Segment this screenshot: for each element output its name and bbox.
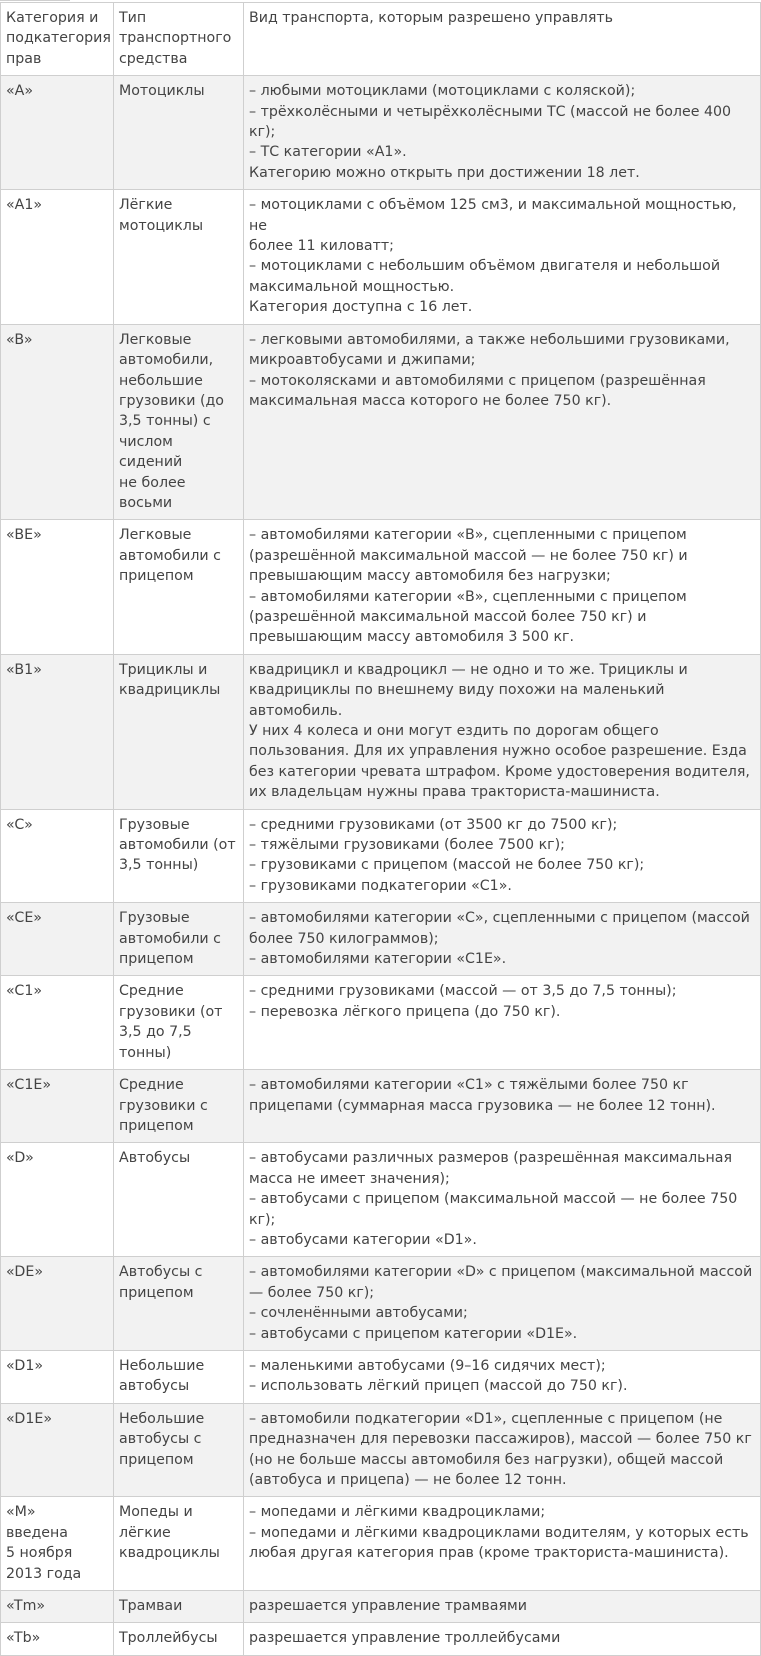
vehicle-type-cell	[114, 1143, 244, 1257]
vehicle-type-line: прицепом	[119, 1117, 194, 1134]
category-line: «C1»	[6, 983, 43, 1000]
permitted-line: (но не больше массы автомобиля без нагрузки), общей массой	[249, 1451, 724, 1468]
category-line: введена	[6, 1524, 68, 1541]
vehicle-type-line: автомобили с	[119, 547, 221, 564]
permitted-line: – легковыми автомобилями, а также небольшими грузовиками,	[249, 331, 730, 348]
category-cell	[1, 520, 114, 654]
vehicle-type-line: небольшие	[119, 372, 203, 389]
header-category-line: Категория и	[6, 10, 99, 26]
permitted-line: – средними грузовиками (от 3500 кг до 7500 кг);	[249, 816, 618, 833]
vehicle-type-cell	[114, 654, 244, 809]
vehicle-type-line: Мопеды и	[119, 1504, 193, 1521]
vehicle-type-cell	[114, 76, 244, 190]
vehicle-type-cell	[114, 976, 244, 1070]
category-line: «Tb»	[6, 1630, 41, 1647]
permitted-line: – автобусами различных размеров (разрешённая максимальная	[249, 1150, 733, 1167]
permitted-line: – автобусами с прицепом категории «D1E».	[249, 1325, 578, 1342]
vehicle-type-cell	[114, 1350, 244, 1403]
category-line: «D»	[6, 1150, 34, 1167]
vehicle-type-cell	[114, 324, 244, 520]
category-cell	[1, 1257, 114, 1351]
category-cell	[1, 809, 114, 903]
permitted-line: пользования. Для их управления нужно особое разрешение. Езда	[249, 743, 747, 760]
category-line: «C»	[6, 816, 33, 833]
category-cell	[1, 1070, 114, 1143]
permitted-line: (разрешённой максимальной массой более 750 кг) и	[249, 608, 647, 625]
vehicle-type-line: лёгкие	[119, 1524, 171, 1541]
permitted-transport-cell	[244, 1403, 761, 1497]
table-body	[1, 3, 761, 1656]
permitted-transport-cell	[244, 1623, 761, 1655]
category-line: «B»	[6, 331, 33, 348]
header-vehicle-type	[114, 3, 244, 76]
vehicle-type-line: Небольшие	[119, 1357, 205, 1374]
category-line: 5 ноября	[6, 1545, 73, 1562]
permitted-transport-cell	[244, 1143, 761, 1257]
permitted-line: прицепами (суммарная масса грузовика — не более 12 тонн).	[249, 1097, 716, 1114]
permitted-line: кг);	[249, 1211, 276, 1228]
permitted-transport-cell	[244, 976, 761, 1070]
table-header-row	[1, 3, 761, 76]
permitted-line: — более 750 кг);	[249, 1284, 375, 1301]
category-line: «CE»	[6, 910, 42, 927]
permitted-line: – сочленёнными автобусами;	[249, 1305, 468, 1322]
vehicle-type-line: автомобили с	[119, 930, 221, 947]
permitted-line: – любыми мотоциклами (мотоциклами с коляской);	[249, 83, 636, 100]
category-cell	[1, 1497, 114, 1591]
permitted-transport-cell	[244, 520, 761, 654]
category-line: «DE»	[6, 1264, 43, 1281]
permitted-line: превышающим массу автомобиля без нагрузки;	[249, 568, 611, 585]
permitted-line: более 11 киловатт;	[249, 238, 394, 255]
permitted-transport-cell	[244, 1591, 761, 1623]
permitted-line: – автомобили подкатегории «D1», сцепленные с прицепом (не	[249, 1410, 723, 1427]
vehicle-type-line: Грузовые	[119, 910, 190, 927]
vehicle-type-line: Лёгкие	[119, 197, 173, 214]
category-line: «C1E»	[6, 1077, 52, 1094]
permitted-line: – автомобилями категории «В», сцепленными с прицепом	[249, 588, 687, 605]
vehicle-type-cell	[114, 1257, 244, 1351]
permitted-transport-cell	[244, 903, 761, 976]
category-line: «D1»	[6, 1357, 44, 1374]
header-type-line: транспортного	[119, 30, 232, 47]
category-cell	[1, 654, 114, 809]
vehicle-type-line: Автобусы с	[119, 1264, 203, 1281]
table-row	[1, 809, 761, 903]
permitted-line: – мопедами и лёгкими квадроциклами;	[249, 1504, 546, 1521]
category-line: 2013 года	[6, 1565, 82, 1582]
permitted-line: кг);	[249, 124, 276, 141]
permitted-line: – использовать лёгкий прицеп (массой до 750 кг).	[249, 1378, 628, 1395]
header-category-line: прав	[6, 50, 42, 67]
permitted-line: – мопедами и лёгкими квадроциклами водителям, у которых есть	[249, 1524, 749, 1541]
vehicle-type-line: Легковые	[119, 331, 192, 348]
vehicle-type-line: Трамваи	[119, 1598, 183, 1615]
permitted-line: – автобусами категории «D1».	[249, 1231, 477, 1248]
table-row	[1, 1403, 761, 1497]
vehicle-type-line: прицепом	[119, 1284, 194, 1301]
category-cell	[1, 1143, 114, 1257]
permitted-line: – тяжёлыми грузовиками (более 7500 кг);	[249, 837, 565, 854]
permitted-line: – автомобилями категории «С1» с тяжёлыми более 750 кг	[249, 1077, 689, 1094]
vehicle-type-cell	[114, 1070, 244, 1143]
vehicle-type-line: автомобили (от	[119, 837, 236, 854]
category-line: «A»	[6, 83, 34, 100]
vehicle-type-line: автомобили,	[119, 352, 214, 369]
category-cell	[1, 76, 114, 190]
table-row	[1, 76, 761, 190]
permitted-transport-cell	[244, 1070, 761, 1143]
permitted-line: – автомобилями категории «В», сцепленными с прицепом	[249, 527, 687, 544]
category-cell	[1, 190, 114, 324]
permitted-line: более 750 килограммов);	[249, 930, 439, 947]
permitted-line: максимальная масса которого не более 750 кг).	[249, 392, 612, 409]
table-row	[1, 1070, 761, 1143]
permitted-line: квадрициклы по внешнему виду похожи на маленький автомобиль.	[249, 682, 665, 719]
permitted-line: Категорию можно открыть при достижении 18 лет.	[249, 164, 640, 181]
vehicle-type-line: Средние	[119, 1077, 184, 1094]
permitted-transport-cell	[244, 1350, 761, 1403]
vehicle-type-cell	[114, 1497, 244, 1591]
category-line: «M»	[6, 1504, 36, 1521]
vehicle-type-line: Небольшие	[119, 1410, 205, 1427]
vehicle-type-line: квадроциклы	[119, 1545, 220, 1562]
permitted-line: предназначен для перевозки пассажиров), массой — более 750 кг	[249, 1431, 752, 1448]
category-line: «D1E»	[6, 1410, 53, 1427]
permitted-line: У них 4 колеса и они могут ездить по дорогам общего	[249, 723, 659, 739]
table-row	[1, 520, 761, 654]
table-row	[1, 1143, 761, 1257]
vehicle-type-line: Автобусы	[119, 1150, 191, 1167]
permitted-line: разрешается управление трамваями	[249, 1598, 527, 1615]
header-permitted-transport	[244, 3, 761, 76]
vehicle-type-cell	[114, 1591, 244, 1623]
vehicle-type-line: Мотоциклы	[119, 83, 205, 100]
table-row	[1, 1350, 761, 1403]
vehicle-type-line: Легковые	[119, 527, 192, 544]
table-row	[1, 1623, 761, 1655]
vehicle-type-line: прицепом	[119, 1451, 194, 1468]
table-row	[1, 324, 761, 520]
category-cell	[1, 1623, 114, 1655]
vehicle-type-line: квадрициклы	[119, 682, 221, 699]
permitted-line: – трёхколёсными и четырёхколёсными ТС (массой не более 400	[249, 103, 732, 120]
permitted-line: масса не имеет значения);	[249, 1170, 450, 1187]
category-cell	[1, 324, 114, 520]
vehicle-type-line: грузовики (от	[119, 1003, 223, 1020]
permitted-line: квадрицикл и квадроцикл — не одно и то же. Трициклы и	[249, 661, 688, 678]
vehicle-type-line: грузовики с	[119, 1097, 208, 1114]
table-row	[1, 654, 761, 809]
vehicle-type-line: прицепом	[119, 568, 194, 585]
vehicle-type-line: Грузовые	[119, 816, 190, 833]
vehicle-type-line: автобусы с	[119, 1431, 202, 1448]
table-row	[1, 1591, 761, 1623]
header-type-line: Тип	[119, 10, 147, 26]
vehicle-type-line: мотоциклы	[119, 217, 204, 234]
vehicle-type-cell	[114, 809, 244, 903]
header-category	[1, 3, 114, 76]
header-category-line: подкатегория	[6, 30, 111, 47]
permitted-transport-cell	[244, 809, 761, 903]
vehicle-type-line: Троллейбусы	[119, 1630, 218, 1647]
category-cell	[1, 976, 114, 1070]
category-cell	[1, 1591, 114, 1623]
vehicle-type-line: 3,5 тонны)	[119, 857, 199, 874]
header-permitted-line: Вид транспорта, которым разрешено управлять	[249, 10, 613, 26]
permitted-line: – перевозка лёгкого прицепа (до 750 кг).	[249, 1003, 561, 1020]
header-type-line: средства	[119, 50, 188, 67]
vehicle-type-cell	[114, 190, 244, 324]
vehicle-type-line: 3,5 тонны) с	[119, 413, 211, 430]
permitted-line: – мотоциклами с небольшим объёмом двигателя и небольшой	[249, 258, 721, 275]
permitted-line: – мотоциклами с объёмом 125 см3, и максимальной мощностью, не	[249, 197, 737, 234]
permitted-line: – автобусами с прицепом (максимальной массой — не более 750	[249, 1191, 738, 1208]
category-line: «BE»	[6, 527, 42, 544]
vehicle-type-cell	[114, 520, 244, 654]
permitted-line: – средними грузовиками (массой — от 3,5 до 7,5 тонны);	[249, 983, 677, 1000]
vehicle-type-line: не более восьми	[119, 474, 186, 511]
permitted-line: любая другая категория прав (кроме тракториста-машиниста).	[249, 1545, 729, 1562]
permitted-line: (автобуса и прицепа) — не более 12 тонн.	[249, 1472, 567, 1488]
license-categories-table	[0, 2, 761, 1656]
permitted-transport-cell	[244, 1257, 761, 1351]
vehicle-type-cell	[114, 903, 244, 976]
permitted-line: их владельцам нужны права тракториста-машиниста.	[249, 784, 660, 801]
permitted-transport-cell	[244, 190, 761, 324]
vehicle-type-line: 3,5 до 7,5	[119, 1024, 192, 1041]
table-row	[1, 903, 761, 976]
permitted-line: микроавтобусами и джипами;	[249, 352, 476, 369]
category-cell	[1, 1350, 114, 1403]
permitted-transport-cell	[244, 654, 761, 809]
category-line: «B1»	[6, 661, 42, 678]
permitted-line: превышающим массу автомобиля 3 500 кг.	[249, 629, 575, 646]
permitted-line: – грузовиками подкатегории «С1».	[249, 877, 512, 894]
permitted-line: – грузовиками с прицепом (массой не более 750 кг);	[249, 857, 645, 874]
vehicle-type-line: прицепом	[119, 951, 194, 968]
permitted-line: – мотоколясками и автомобилями с прицепом (разрешённая	[249, 372, 706, 389]
vehicle-type-line: Трициклы и	[119, 661, 208, 678]
permitted-line: Категория доступна с 16 лет.	[249, 299, 473, 316]
permitted-line: разрешается управление троллейбусами	[249, 1630, 561, 1647]
vehicle-type-cell	[114, 1623, 244, 1655]
permitted-line: – автомобилями категории «С1Е».	[249, 951, 507, 968]
category-cell	[1, 903, 114, 976]
vehicle-type-line: Средние	[119, 983, 184, 1000]
permitted-line: максимальной мощностью.	[249, 278, 455, 295]
vehicle-type-line: тонны)	[119, 1044, 172, 1061]
table-row	[1, 190, 761, 324]
permitted-line: (разрешённой максимальной массой — не более 750 кг) и	[249, 547, 688, 564]
vehicle-type-line: грузовики (до	[119, 392, 224, 409]
vehicle-type-line: автобусы	[119, 1378, 190, 1395]
permitted-transport-cell	[244, 76, 761, 190]
category-cell	[1, 1403, 114, 1497]
category-line: «Tm»	[6, 1598, 46, 1615]
permitted-transport-cell	[244, 1497, 761, 1591]
vehicle-type-cell	[114, 1403, 244, 1497]
category-line: «A1»	[6, 197, 43, 214]
permitted-transport-cell	[244, 324, 761, 520]
permitted-line: – автомобилями категории «С», сцепленными с прицепом (массой	[249, 910, 750, 927]
permitted-line: без категории чревата штрафом. Кроме удостоверения водителя,	[249, 763, 750, 780]
permitted-line: – ТС категории «А1».	[249, 144, 407, 161]
table-row	[1, 1497, 761, 1591]
permitted-line: – автомобилями категории «D» с прицепом (максимальной массой	[249, 1264, 753, 1281]
table-row	[1, 976, 761, 1070]
vehicle-type-line: числом сидений	[119, 433, 183, 471]
permitted-line: – маленькими автобусами (9–16 сидячих мест);	[249, 1357, 606, 1374]
table-row	[1, 1257, 761, 1351]
